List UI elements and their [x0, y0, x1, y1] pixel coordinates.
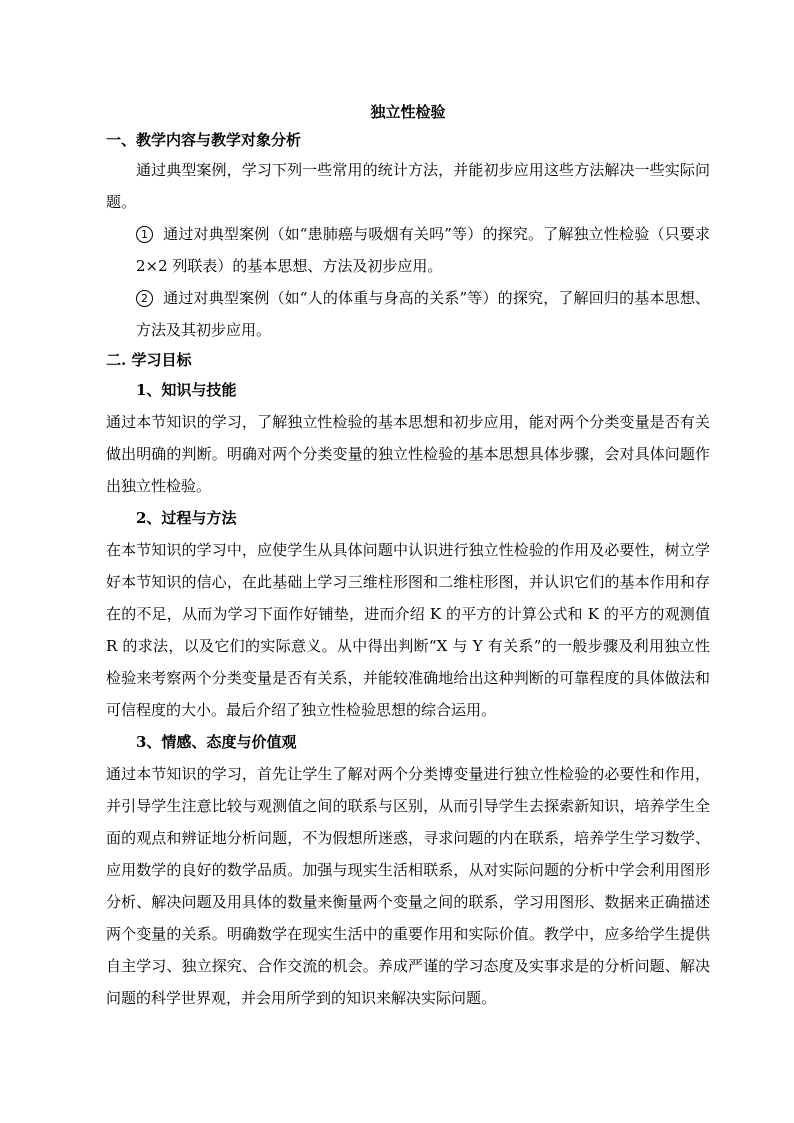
subsection-text-process: 在本节知识的学习中，应使学生从具体问题中认识进行独立性检验的作用及必要性，树立学好本节知识的信心，在此基础上学习三维柱形图和二维柱形图，并认识它们的基本作用和存在的不足，从而为学习下面作好铺垫，进而介绍 K 的平方的计算公式和 K 的平方的观测值 R 的求法，以及它们的实际意义。从中得出判断“X 与 Y 有关系”的一般步骤及利用独立性检验来考察两个分类变量是否有关系，并能较准确地给出这种判断的可靠程度的具体做法和可信程度的大小。最后介绍了独立性检验思想的综合运用。: [106, 541, 710, 719]
circled-number-marker: 1: [136, 226, 153, 243]
section2-heading: 二. 学习目标: [106, 351, 192, 369]
circled-number-marker: 2: [136, 290, 153, 307]
subsection-text-knowledge: 通过本节知识的学习，了解独立性检验的基本思想和初步应用，能对两个分类变量是否有关做出明确的判断。明确对两个分类变量的独立性检验的基本思想具体步骤，会对具体问题作出独立性检验。: [106, 413, 710, 495]
list-item: [106, 218, 710, 282]
list-item-text: 通过对典型案例（如“人的体重与身高的关系”等）的探究，了解回归的基本思想、方法及其初步应用。: [136, 289, 710, 339]
subsection-heading-values: 3、情感、态度与价值观: [136, 733, 297, 751]
subsection-heading-process: 2、过程与方法: [136, 509, 237, 527]
document-title: 独立性检验: [370, 103, 446, 121]
section1-intro: 通过典型案例，学习下列一些常用的统计方法，并能初步应用这些方法解决一些实际问题。: [106, 161, 710, 211]
subsection-heading-knowledge: 1、知识与技能: [136, 381, 237, 399]
section1-heading: 一、教学内容与教学对象分析: [106, 131, 302, 149]
document-page: [106, 98, 710, 1014]
list-item-text: 通过对典型案例（如“患肺癌与吸烟有关吗”等）的探究。了解独立性检验（只要求 2×2 列联表）的基本思想、方法及初步应用。: [136, 225, 710, 275]
subsection-text-values: 通过本节知识的学习，首先让学生了解对两个分类博变量进行独立性检验的必要性和作用，并引导学生注意比较与观测值之间的联系与区别，从而引导学生去探索新知识，培养学生全面的观点和辨证地分析问题，不为假想所迷惑，寻求问题的内在联系，培养学生学习数学、应用数学的良好的数学品质。加强与现实生活相联系，从对实际问题的分析中学会利用图形分析、解决问题及用具体的数量来衡量两个变量之间的联系，学习用图形、数据来正确描述两个变量的关系。明确数学在现实生活中的重要作用和实际价值。教学中，应多给学生提供自主学习、独立探究、合作交流的机会。养成严谨的学习态度及实事求是的分析问题、解决问题的科学世界观，并会用所学到的知识来解决实际问题。: [106, 765, 710, 1007]
list-item: [106, 282, 710, 346]
